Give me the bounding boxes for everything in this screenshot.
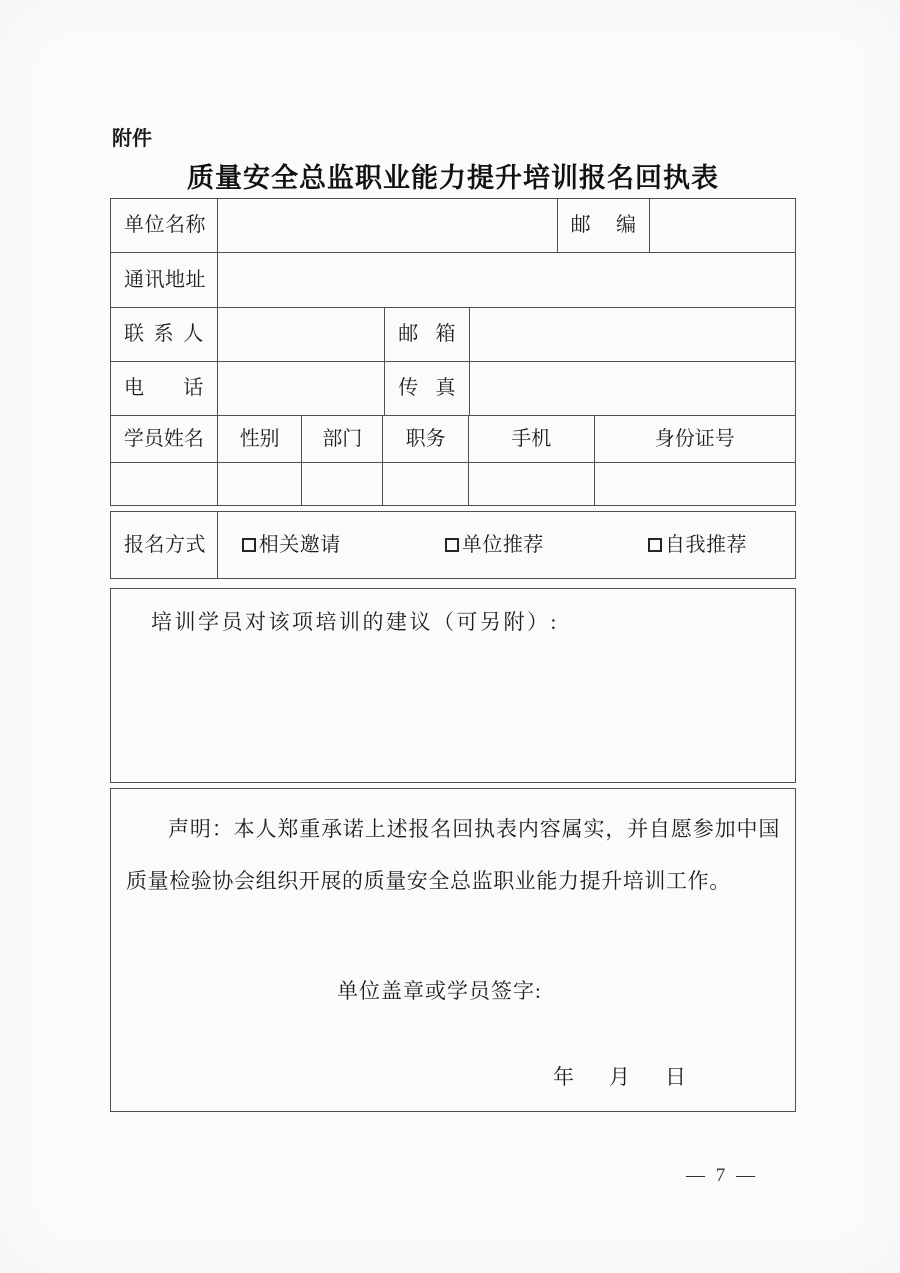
fax-label: 传真 bbox=[385, 362, 470, 415]
phone-row bbox=[111, 362, 795, 416]
postal-code-label: 邮编 bbox=[558, 199, 651, 252]
contact-field[interactable] bbox=[218, 308, 385, 361]
student-name-field[interactable] bbox=[111, 463, 218, 505]
date-fields bbox=[553, 1061, 686, 1091]
option-self-recommend-label: 自我推荐 bbox=[665, 534, 747, 556]
option-unit-recommend-label: 单位推荐 bbox=[461, 534, 544, 556]
day-label[interactable]: 日 bbox=[665, 1065, 686, 1089]
page-number: — 7 — bbox=[686, 1165, 758, 1186]
email-field[interactable] bbox=[470, 308, 795, 361]
declaration-text: 声明：本人郑重承诺上述报名回执表内容属实，并自愿参加中国质量检验协会组织开展的质量安全总监职业能力提升培训工作。 bbox=[126, 817, 780, 893]
attachment-label: 附件 bbox=[112, 128, 152, 150]
checkbox-icon[interactable] bbox=[445, 538, 459, 552]
student-entry-row bbox=[111, 463, 795, 505]
unit-name-row bbox=[111, 199, 795, 253]
fax-field[interactable] bbox=[470, 362, 795, 415]
unit-name-label: 单位名称 bbox=[111, 199, 218, 252]
registration-options bbox=[218, 512, 795, 578]
registration-method-row bbox=[111, 512, 795, 578]
option-invitation-label: 相关邀请 bbox=[258, 534, 341, 556]
suggestion-section[interactable] bbox=[110, 588, 796, 783]
signature-label[interactable]: 单位盖章或学员签字: bbox=[337, 979, 542, 1003]
student-header-row bbox=[111, 416, 795, 463]
registration-method-table bbox=[110, 511, 796, 579]
suggestion-label: 培训学员对该项培训的建议（可另附）: bbox=[151, 610, 559, 634]
address-label: 通讯地址 bbox=[111, 253, 218, 307]
department-header: 部门 bbox=[302, 416, 383, 462]
address-row bbox=[111, 253, 795, 308]
position-field[interactable] bbox=[383, 463, 469, 505]
mobile-header: 手机 bbox=[469, 416, 595, 462]
month-label[interactable]: 月 bbox=[609, 1065, 630, 1089]
checkbox-icon[interactable] bbox=[648, 538, 662, 552]
gender-header: 性别 bbox=[218, 416, 303, 462]
registration-method-label: 报名方式 bbox=[111, 512, 218, 578]
id-number-header: 身份证号 bbox=[654, 428, 735, 450]
option-unit-recommend[interactable] bbox=[445, 512, 544, 578]
phone-field[interactable] bbox=[218, 362, 385, 415]
unit-name-field[interactable] bbox=[218, 199, 558, 252]
email-label: 邮箱 bbox=[385, 308, 470, 361]
year-label[interactable]: 年 bbox=[553, 1065, 574, 1089]
phone-label: 电话 bbox=[111, 362, 218, 415]
department-field[interactable] bbox=[302, 463, 383, 505]
position-header: 职务 bbox=[383, 416, 469, 462]
form-title: 质量安全总监职业能力提升培训报名回执表 bbox=[187, 163, 719, 193]
contact-row bbox=[111, 308, 795, 362]
contact-info-table bbox=[110, 198, 796, 506]
declaration-section bbox=[110, 788, 796, 1112]
student-name-header: 学员姓名 bbox=[111, 416, 218, 462]
registration-options-cell bbox=[218, 512, 795, 578]
address-field[interactable] bbox=[218, 253, 795, 307]
postal-code-field[interactable] bbox=[650, 199, 795, 252]
gender-field[interactable] bbox=[218, 463, 303, 505]
option-self-recommend[interactable] bbox=[648, 512, 747, 578]
option-invitation[interactable] bbox=[242, 512, 341, 578]
mobile-field[interactable] bbox=[469, 463, 595, 505]
contact-label: 联系人 bbox=[111, 308, 218, 361]
id-number-field[interactable] bbox=[595, 463, 795, 505]
checkbox-icon[interactable] bbox=[242, 538, 256, 552]
